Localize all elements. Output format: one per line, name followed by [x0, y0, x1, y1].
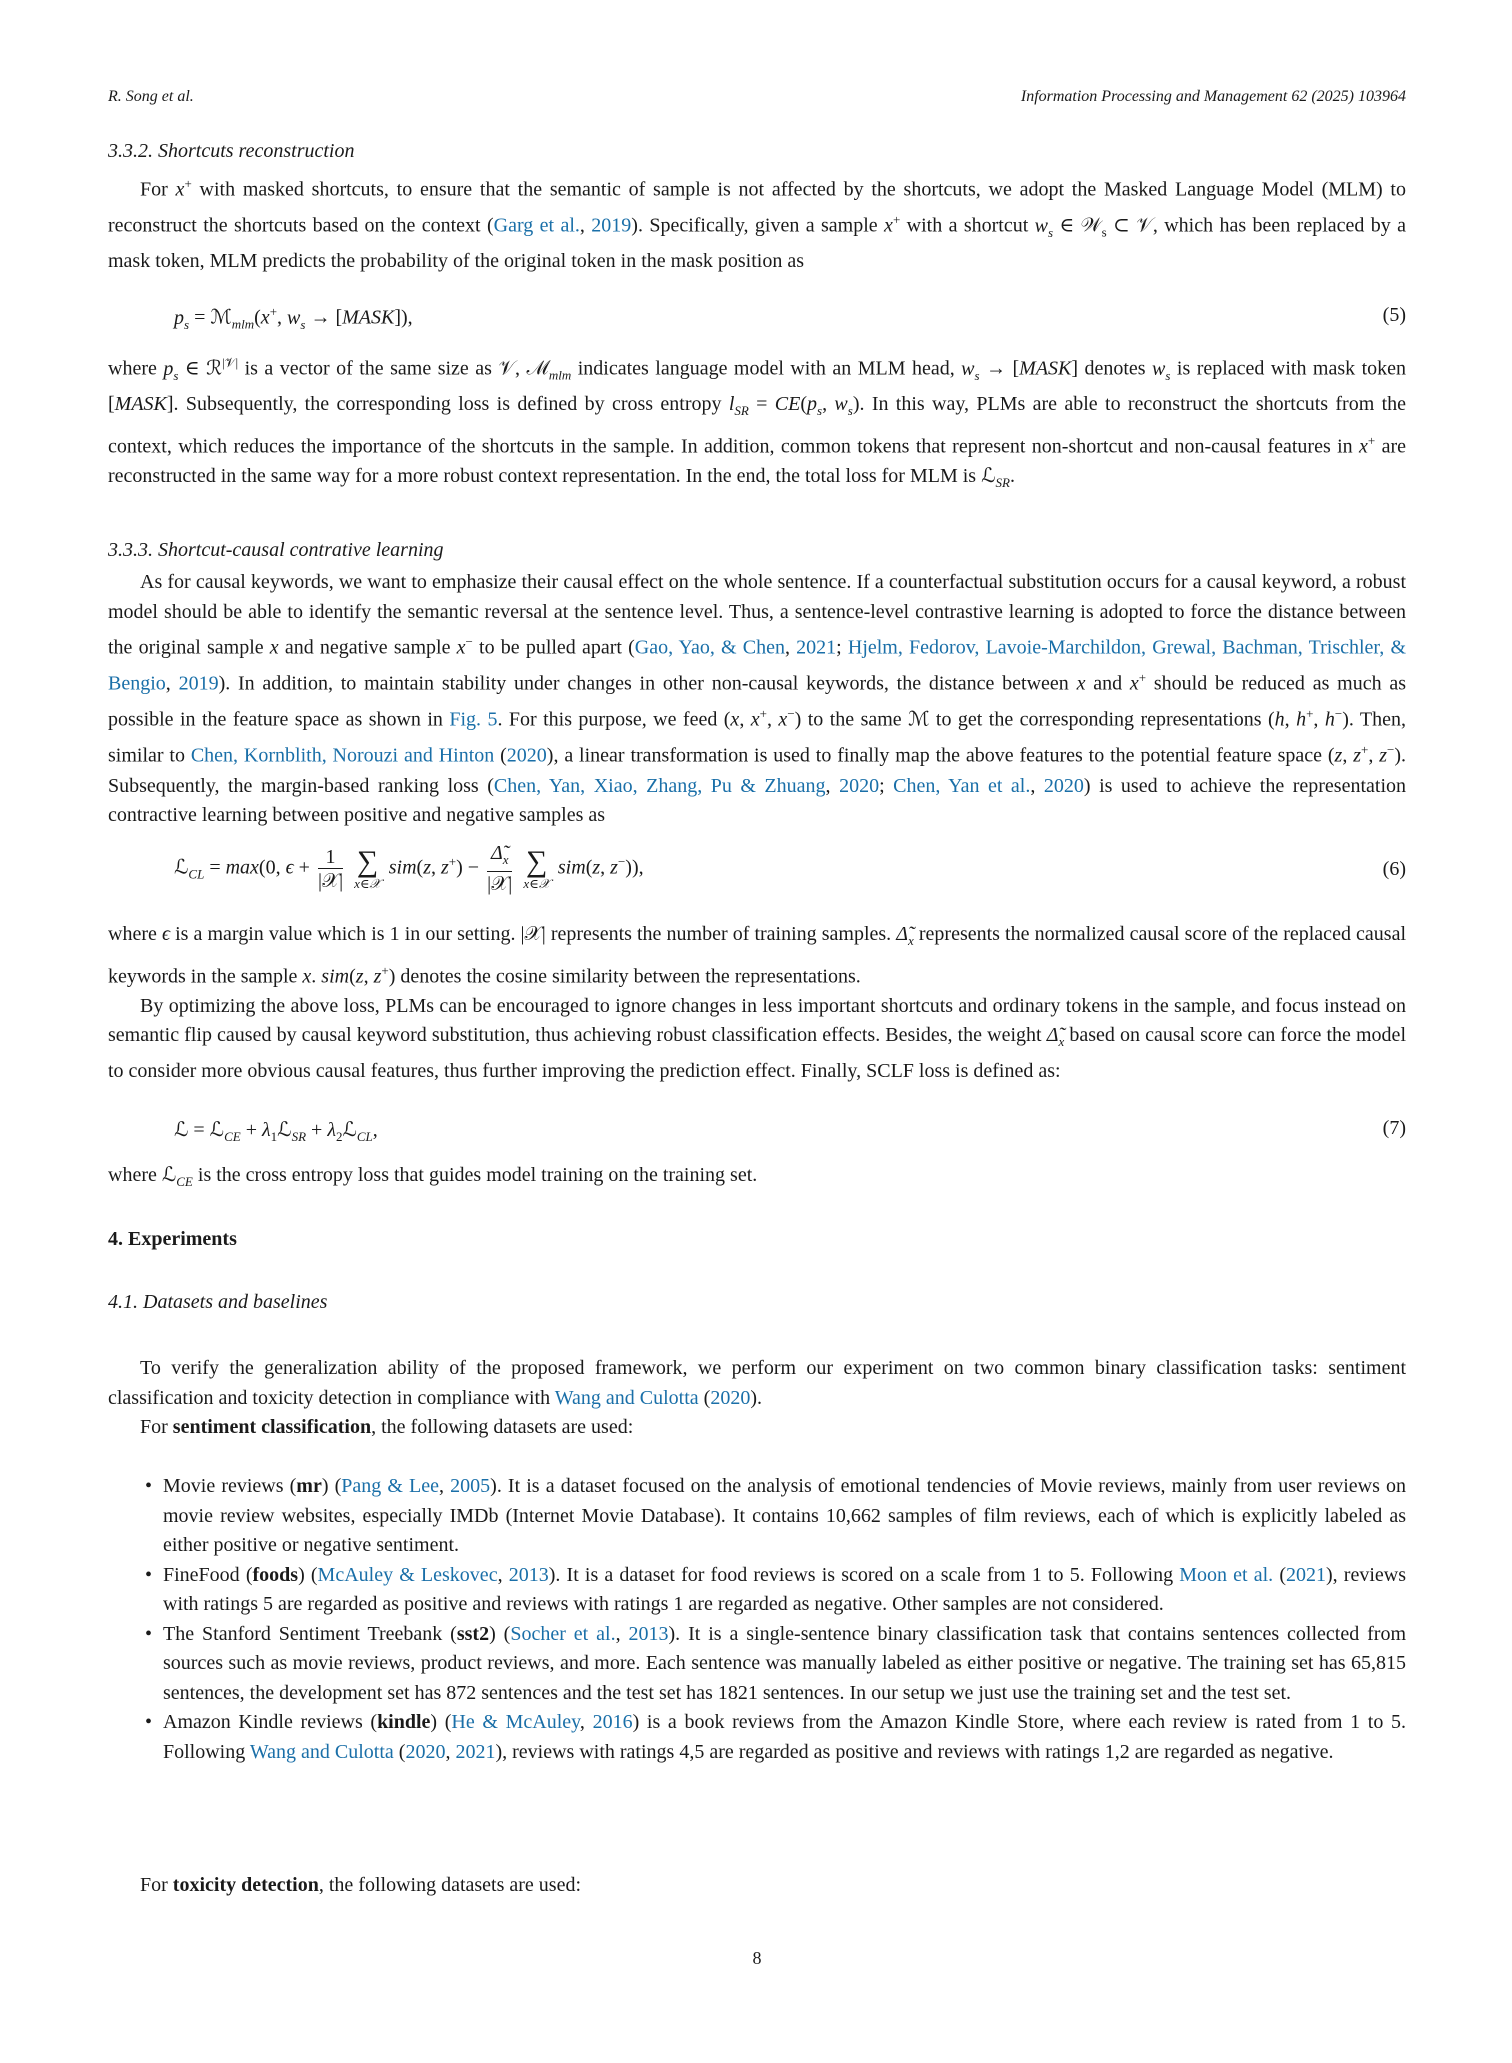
citation-he[interactable]: He & McAuley: [451, 1711, 580, 1733]
citation-he-year[interactable]: 2016: [592, 1711, 633, 1733]
citation-socher[interactable]: Socher et al.: [510, 1622, 616, 1645]
list-item: • Amazon Kindle reviews (kindle) (He & McAuley, 2016) is a book reviews from the Amazon Kindle Store, where each review is rated from 1 to 5. Following Wang and Culotta (2020, 2021), reviews with ratings 4,5 are regarded as positive and reviews with ratings 1,2 are regarded as negative.: [145, 1711, 1406, 1763]
toxicity-label: toxicity detection: [172, 1874, 319, 1896]
citation-mcauley[interactable]: McAuley & Leskovec: [317, 1563, 498, 1586]
citation-mcauley-year[interactable]: 2013: [508, 1563, 549, 1586]
citation-socher-year[interactable]: 2013: [628, 1622, 669, 1645]
dataset-list: [108, 1472, 1406, 1767]
citation-chen-yan[interactable]: Chen, Yan, Xiao, Zhang, Pu & Zhuang: [493, 774, 826, 797]
equation-5: $p_s$ = ℳ$_{mlm}$(x+, $w_s$ → [MASK]), (5): [174, 304, 1406, 332]
header-journal: Information Processing and Management 62 (2025) 103964: [1020, 88, 1406, 105]
paragraph-shortcuts-reconstruction: For x+ with masked shortcuts, to ensure that the semantic of sample is not affected by the shortcuts, we adopt the Masked Language Model (MLM) to reconstruct the shortcuts based on the context (Garg et al., 2019). Specifically, given a sample x+ with a shortcut $w_s$ ∈ 𝒲$_s$ ⊂ 𝒱, which has been replaced by a mask token, MLM predicts the probability of the original token in the mask position as: [108, 176, 1407, 273]
paragraph-toxicity-intro: For toxicity detection, the following datasets are used:: [140, 1874, 582, 1896]
figure-5-link[interactable]: Fig. 5: [449, 708, 498, 731]
section-4-title: 4. Experiments: [108, 1228, 237, 1250]
citation-gao[interactable]: Gao, Yao, & Chen: [634, 636, 785, 659]
header-authors: R. Song et al.: [108, 88, 194, 105]
dataset-mr: mr: [296, 1475, 322, 1497]
citation-wang-2-year-1[interactable]: 2020: [405, 1740, 446, 1763]
citation-chen-yan-year[interactable]: 2020: [839, 774, 880, 797]
citation-moon-year[interactable]: 2021: [1286, 1563, 1326, 1586]
section-3-3-2-title: 3.3.2. Shortcuts reconstruction: [108, 140, 355, 162]
equation-6: ℒ$_{CL}$ = max(0, ϵ + $\frac{1}{\text{|𝒳|}}$ ∑ x∈𝒳 sim(z, z+) − $\frac{\Deltã_x}{\text{|𝒳|}}$ ∑ x∈𝒳 sim(z, z−)), (6): [174, 842, 1406, 895]
citation-hjelm-year[interactable]: 2019: [178, 672, 219, 695]
citation-garg-year[interactable]: 2019: [591, 214, 632, 237]
section-4-1-title: 4.1. Datasets and baselines: [108, 1291, 328, 1313]
citation-chen-kornblith-year[interactable]: 2020: [506, 745, 547, 768]
citation-gao-year[interactable]: 2021: [796, 636, 837, 659]
dataset-foods: foods: [252, 1563, 299, 1586]
paragraph-mlm-loss: where $p_s$ ∈ ℛ$^{|𝒱|}$ is a vector of the same size as 𝒱, ℳ$_{mlm}$ indicates language model with an MLM head, $w_s$ → [MASK] denotes $w_s$ is replaced with mask token [MASK]. Subsequently, the corresponding loss is defined by cross entropy $l_{SR} = CE(p_s$, $w_s$). In this way, PLMs are able to reconstruct the shortcuts from the context, which reduces the importance of the shortcuts in the sample. In addition, common tokens that represent non-shortcut and non-causal features in x+ are reconstructed in the same way for a more robust context representation. In the end, the total loss for MLM is ℒ$_{SR}$.: [108, 355, 1407, 490]
paragraph-margin-explanation: where ϵ is a margin value which is 1 in our setting. |𝒳| represents the number of training samples. $\Deltã_x$ represents the normalized causal score of the replaced causal keywords in the sample x. sim(z, z+) denotes the cosine similarity between the representations. By optimizing the above loss, PLMs can be encouraged to ignore changes in less important shortcuts and ordinary tokens in the sample, and focus instead on semantic flip caused by causal keyword substitution, thus achieving robust classification effects. Besides, the weight $\Deltã_x$ based on causal score can force the model to consider more obvious causal features, thus further improving the prediction effect. Finally, SCLF loss is defined as:: [108, 923, 1406, 1082]
section-3-3-3-title: 3.3.3. Shortcut-causal contrative learning: [108, 539, 444, 561]
citation-wang-year[interactable]: 2020: [710, 1386, 751, 1409]
citation-wang-2[interactable]: Wang and Culotta: [249, 1740, 394, 1763]
dataset-kindle: kindle: [377, 1711, 431, 1733]
list-item: • FineFood (foods) (McAuley & Leskovec, 2013). It is a dataset for food reviews is scored on a scale from 1 to 5. Following Moon et al. (2021), reviews with ratings 5 are regarded as positive and reviews with ratings 1 are regarded as negative. Other samples are not considered.: [145, 1563, 1407, 1615]
list-item: • The Stanford Sentiment Treebank (sst2) (Socher et al., 2013). It is a single-sentence binary classification task that contains sentences collected from sources such as movie reviews, product reviews, and more. Each sentence was manually labeled as either positive or negative. The training set has 65,815 sentences, the development set has 872 sentences and the test set has 1821 sentences. In our setup we just use the training set and the test set.: [145, 1622, 1407, 1704]
equation-7-number: (7): [1382, 1117, 1406, 1139]
paragraph-contrastive-learning: As for causal keywords, we want to emphasize their causal effect on the whole sentence. If a counterfactual substitution occurs for a causal keyword, a robust model should be able to identify the semantic reversal at the sentence level. Thus, a sentence-level contrastive learning is adopted to force the distance between the original sample x and negative sample x− to be pulled apart (Gao, Yao, & Chen, 2021; Hjelm, Fedorov, Lavoie-Marchildon, Grewal, Bachman, Trischler, & Bengio, 2019). In addition, to maintain stability under changes in other non-causal keywords, the distance between x and x+ should be reduced as much as possible in the feature space as shown in Fig. 5. For this purpose, we feed (x, x+, x−) to the same ℳ to get the corresponding representations (h, h+, h−). Then, similar to Chen, Kornblith, Norouzi and Hinton (2020), a linear transformation is used to finally map the above features to the potential feature space (z, z+, z−). Subsequently, the margin-based ranking loss (Chen, Yan, Xiao, Zhang, Pu & Zhuang, 2020; Chen, Yan et al., 2020) is used to achieve the representation contractive learning between positive and negative samples as: [108, 571, 1407, 827]
sentiment-label: sentiment classification: [172, 1416, 372, 1438]
citation-wang-2-year-2[interactable]: 2021: [455, 1740, 496, 1763]
equation-5-number: (5): [1382, 304, 1406, 326]
paragraph-datasets-intro: To verify the generalization ability of the proposed framework, we perform our experiment on two common binary classification tasks: sentiment classification and toxicity detection in compliance with Wang and Culotta (2020). For sentiment classification, the following datasets are used:: [108, 1357, 1406, 1438]
citation-garg[interactable]: Garg et al.: [493, 214, 580, 237]
citation-wang[interactable]: Wang and Culotta: [554, 1386, 699, 1409]
list-item: • Movie reviews (mr) (Pang & Lee, 2005). It is a dataset focused on the analysis of emotional tendencies of Movie reviews, mainly from user reviews on movie review websites, especially IMDb (Internet Movie Database). It contains 10,662 samples of film reviews, each of which is explicitly labeled as either positive or negative sentiment.: [145, 1475, 1407, 1556]
citation-pang-year[interactable]: 2005: [450, 1475, 491, 1497]
equation-7: ℒ = ℒ$_{CE}$ + $\lambda_1ℒ_{SR}$ + $\lambda_2ℒ_{CL}$, (7): [174, 1117, 1406, 1144]
paragraph-cross-entropy: where ℒ$_{CE}$ is the cross entropy loss that guides model training on the training set.: [108, 1164, 758, 1189]
equation-6-number: (6): [1382, 858, 1406, 880]
dataset-sst2: sst2: [456, 1622, 490, 1645]
citation-chen-yan-2-year[interactable]: 2020: [1043, 774, 1084, 797]
citation-hjelm[interactable]: Hjelm, Fedorov, Lavoie-Marchildon, Grewal, Bachman, Trischler, & Bengio: [108, 636, 1406, 695]
citation-pang[interactable]: Pang & Lee: [341, 1475, 440, 1497]
page-number: 8: [752, 1948, 762, 1968]
citation-chen-yan-2[interactable]: Chen, Yan et al.: [893, 774, 1031, 797]
citation-moon[interactable]: Moon et al.: [1179, 1563, 1274, 1586]
citation-chen-kornblith[interactable]: Chen, Kornblith, Norouzi and Hinton: [190, 745, 495, 768]
